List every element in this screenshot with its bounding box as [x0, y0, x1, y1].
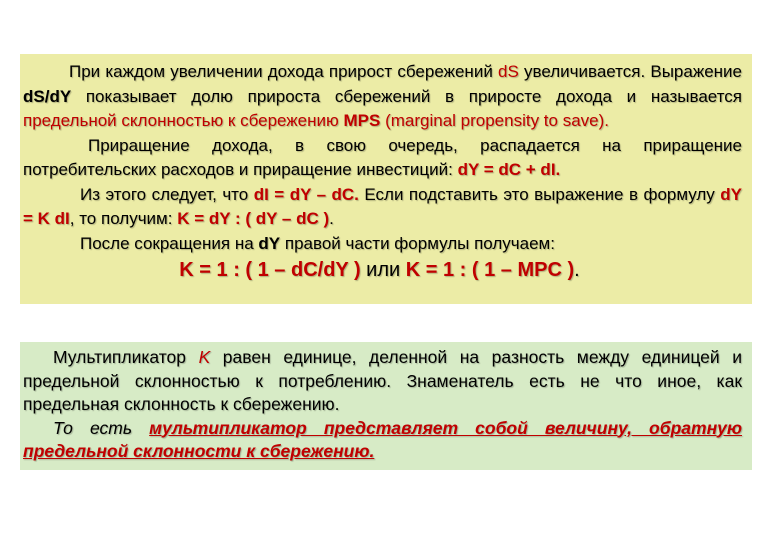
term-k: K: [198, 347, 211, 367]
text-run: увеличивается. Выражение: [518, 62, 742, 81]
paragraph-mps: [23, 60, 742, 134]
text-run: Если подставить это выражение в формулу: [358, 184, 721, 204]
conclusion-emphasis: мультипликатор представляет собой величину, обратную предельной склонности к сбережению.: [23, 417, 742, 461]
formula-k-dc-dy: K = 1 : ( 1 – dC/dY ): [179, 259, 361, 281]
formula-connector: или: [360, 259, 406, 281]
multiplier-formula: [23, 256, 742, 284]
text-run: правой части формулы получаем:: [280, 233, 555, 253]
paragraph-reduction: [23, 232, 742, 257]
text-run: Приращение дохода, в свою очередь, распадается на приращение потребительских расходов и приращение инвестиций:: [23, 135, 742, 179]
term-mps: MPS: [343, 111, 381, 130]
text-run: показывает долю прироста сбережений в приросте дохода и называется: [71, 86, 742, 106]
paragraph-substitution: [23, 183, 742, 232]
formula-period: .: [574, 259, 580, 281]
paragraph-conclusion: [23, 417, 742, 464]
text-run: равен единице, деленной на разность между единицей и предельной склонностью к потреблению. Знаменатель есть не что иное, как предельная склонность к сбережению.: [23, 347, 742, 414]
text-run: То есть: [53, 417, 150, 438]
text-run: Мультипликатор: [53, 347, 199, 367]
text-run: Из этого следует, что: [80, 184, 254, 204]
text-run: .: [329, 209, 334, 228]
formula-k-ratio: K = dY : ( dY – dC ): [177, 209, 330, 228]
text-run: При каждом увеличении дохода прирост сбережений: [69, 62, 498, 81]
term-dy: dY: [258, 233, 281, 253]
text-run: , то получим:: [69, 209, 178, 228]
term-ds-dy: dS/dY: [23, 86, 72, 106]
term-mps-name: предельной склонностью к сбережению: [23, 111, 344, 130]
term-ds: dS: [498, 62, 519, 81]
savings-text-box: [20, 54, 752, 304]
formula-dy-k: dY = K dI: [23, 184, 742, 228]
multiplier-text-box: [20, 342, 752, 470]
paragraph-income-split: [23, 134, 742, 183]
paragraph-multiplier: [23, 346, 742, 417]
formula-dy: dY = dC + dI.: [457, 160, 561, 179]
text-run: После сокращения на: [80, 233, 259, 253]
formula-di: dI = dY – dC.: [253, 184, 359, 204]
formula-k-mpc: K = 1 : ( 1 – MPC ): [405, 259, 575, 281]
term-mps-english: (marginal propensity to save).: [380, 111, 609, 130]
